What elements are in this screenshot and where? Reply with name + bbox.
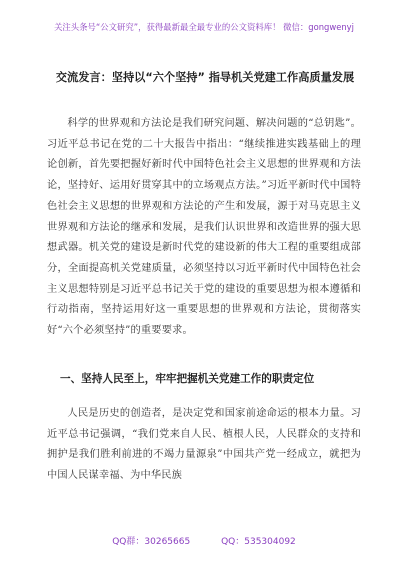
paragraph: 科学的世界观和方法论是我们研究问题、解决问题的“总钥匙”。习近平总书记在党的二十大报告中指出：“继续推进实践基础上的理论创新，首先要把握好新时代中国特色社会主义思想的世界观和方法论，坚持好、运用好贯穿其中的立场观点方法。”习近平新时代中国特色社会主义思想的世界观和方法论的产生和发展，源于对马克思主义世界观和方法论的继承和发展，是我们认识世界和改造世界的强大思想武器。机关党的建设是新时代党的建设新的伟大工程的重要组成部分，全面提高机关党建质量，必须坚持以习近平新时代中国特色社会主义思想特别是习近平总书记关于党的建设的重要思想为根本遵循和行动指南，坚持运用好这一重要思想的世界观和方法论，贯彻落实好“六个必须坚持”的重要要求。 xyxy=(47,118,361,337)
document-title: 交流发言：坚持以“六个坚持” 指导机关党建工作高质量发展 xyxy=(55,71,355,84)
qq-text: QQ：535304092 xyxy=(221,537,296,547)
intro-body xyxy=(47,114,361,342)
contact-footer xyxy=(0,534,408,547)
paragraph: 人民是历史的创造者，是决定党和国家前途命运的根本力量。习近平总书记强调，“我们党来自人民、植根人民，人民群众的支持和拥护是我们胜利前进的不竭力量源泉”中国共产党一经成立，就把为中国人民谋幸福、为中华民族 xyxy=(47,408,361,482)
section-heading: 一、坚持人民至上，牢牢把握机关党建工作的职责定位 xyxy=(60,373,315,385)
qq-group-text: QQ群：30265665 xyxy=(112,537,191,547)
section-body xyxy=(47,404,361,487)
promo-banner: 关注头条号“公文研究”，获得最新最全最专业的公文资料库！ 微信：gongwenyj xyxy=(54,22,354,32)
